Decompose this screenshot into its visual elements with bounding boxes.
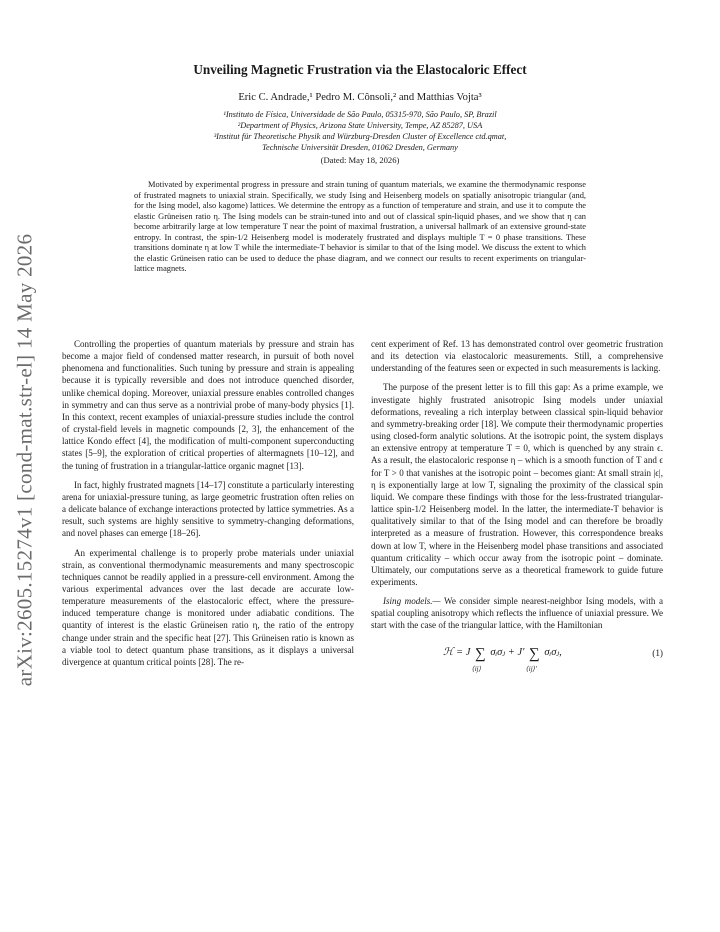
equation-1: [371, 644, 663, 678]
paragraph-continued: cent experiment of Ref. 13 has demonstrated control over geometric frustration and its detection via elastocaloric measurements. Still, a comprehensive understanding of the features seen or expected in such measurements is lacking.: [371, 339, 663, 374]
paper-title: Unveiling Magnetic Frustration via the Elastocaloric Effect: [193, 62, 527, 77]
sum-subscript-1: ⟨ij⟩: [472, 664, 482, 673]
affiliation-2: ²Department of Physics, Arizona State University, Tempe, AZ 85287, USA: [237, 121, 483, 130]
right-column: [371, 338, 663, 678]
left-column: [62, 338, 354, 675]
sum-symbol-1: ∑ ⟨ij⟩: [475, 648, 486, 660]
paragraph-frustrated-magnets: In fact, highly frustrated magnets [14–17] constitute a particularly interesting arena for uniaxial-pressure tuning, as large geometric frustration often relies on a delicate balance of exchange interactions protected by lattice symmetries. As a result, such systems are highly sensitive to symmetry-changing deformations, and novel phases can emerge [18–26].: [62, 479, 354, 539]
eq-term-1: σᵢσⱼ + J′: [490, 646, 525, 658]
section-heading-ising: Ising models.—: [383, 596, 441, 607]
sum-subscript-2: ⟨ij⟩′: [526, 664, 537, 673]
paragraph-experimental-challenge: An experimental challenge is to properly probe materials under uniaxial strain, as conventional thermodynamic measurements and many spectroscopic techniques cannot be readily applied in a pressure-cell environment. Among the various experimental advances over the last decade are accurate low-temperature measurements of the elastocaloric effect, where the pressure-induced temperature change is monitored under adiabatic conditions. The quantity of interest is the elastic Grüneisen ratio η, the ratio of the entropy change under strain and the specific heat [27]. This Grüneisen ratio is known as a viable tool to detect quantum phase transitions, as it displays a universal divergence at quantum critical points [28]. The re-: [62, 547, 354, 667]
eq-lhs: ℋ = J: [443, 646, 471, 658]
author-list: Eric C. Andrade,¹ Pedro M. Cônsoli,² and Matthias Vojta³: [238, 92, 482, 103]
ising-text: We consider simple nearest-neighbor Ising models, with a spatial coupling anisotropy which reflects the influence of uniaxial pressure. We start with the case of the triangular lattice, with the Hamiltonian: [371, 596, 663, 631]
equation-number: (1): [652, 647, 663, 658]
arxiv-identifier: arXiv:2605.15274v1 [cond-mat.str-el] 14 May 2026: [12, 233, 37, 687]
abstract: Motivated by experimental progress in pressure and strain tuning of quantum materials, we examine the thermodynamic response of frustrated magnets to uniaxial strain. Specifically, we study Ising and Heisenberg models on spatially anisotropic triangular (and, for the Ising model, also kagome) lattices. We determine the entropy as a function of temperature and strain, and use it to compute the elastic Grüneisen ratio η. The Ising models can be strain-tuned into and out of classical spin-liquid phases, and we show that η can become arbitrarily large at low temperature T near the point of maximal frustration, a universal hallmark of an extensive ground-state entropy. In contrast, the spin-1/2 Heisenberg model is moderately frustrated and displays multiple T = 0 phase transitions. These transitions dominate η at low T while the intermediate-T behavior is similar to that of the Ising model. We discuss the extent to which the elastic Grüneisen ratio can be used to deduce the phase diagram, and we connect our results to recent experiments on triangular-lattice magnets.: [134, 180, 586, 274]
paragraph-intro: Controlling the properties of quantum materials by pressure and strain has become a major field of condensed matter research, in pursuit of both novel phenomena and functionalities. Such tuning by pressure and strain is appealing because it is typically reversible and does not introduce quenched disorder, unlike chemical doping. Moreover, uniaxial pressure enables controlled changes in symmetry and can thus serve as a nontrivial probe of many-body physics [1]. In this context, recent examples of uniaxial-pressure studies include the control of crystal-field levels in magnetic compounds [2, 3], the enhancement of the lattice Kondo effect [4], the modification of multi-component superconducting states [5–9], the exploration of critical properties of altermagnets [10–12], and the tuning of frustration in a triangular-lattice organic magnet [13].: [62, 339, 354, 471]
affiliations: [0, 109, 720, 153]
affiliation-3-cont: Technische Universität Dresden, 01062 Dresden, Germany: [262, 143, 458, 152]
affiliation-3: ³Institut für Theoretische Physik and Würzburg-Dresden Cluster of Excellence ctd.qmat,: [213, 132, 507, 141]
paragraph-ising-models: [371, 595, 663, 631]
eq-term-2: σᵢσⱼ,: [544, 646, 562, 658]
equation-body: [443, 645, 562, 673]
dated-line: (Dated: May 18, 2026): [320, 155, 400, 165]
paragraph-purpose: The purpose of the present letter is to fill this gap: As a prime example, we investigate highly frustrated anisotropic Ising models under uniaxial deformations, revealing a rich interplay between classical spin-liquid behavior and symmetry-breaking order [18]. We compute their thermodynamic properties using closed-form analytic solutions. At the isotropic point, the system displays an extensive entropy at temperature T = 0, which is quenched by any strain ϵ. As a result, the elastocaloric response η – which is a smooth function of T and ϵ for T > 0 that vanishes at the isotropic point – becomes giant: At small strain |ϵ|, η is exponentially large at low T, signaling the proximity of the classical spin liquid. We compare these findings with those for the less-frustrated triangular-lattice spin-1/2 Heisenberg model. In the latter, the intermediate-T behavior is qualitatively similar to that of the Ising model and can therefore be broadly interpreted as a measure of frustration. However, this correspondence breaks down at low T, where in the Heisenberg model phase transitions and associated quantum criticality – which occur away from the isotropic point – dominate. Ultimately, our computations serve as a theoretical framework to guide future experiments.: [371, 382, 663, 587]
affiliation-1: ¹Instituto de Física, Universidade de São Paulo, 05315-970, São Paulo, SP, Brazil: [223, 110, 497, 119]
sum-symbol-2: ∑ ⟨ij⟩′: [529, 648, 540, 660]
